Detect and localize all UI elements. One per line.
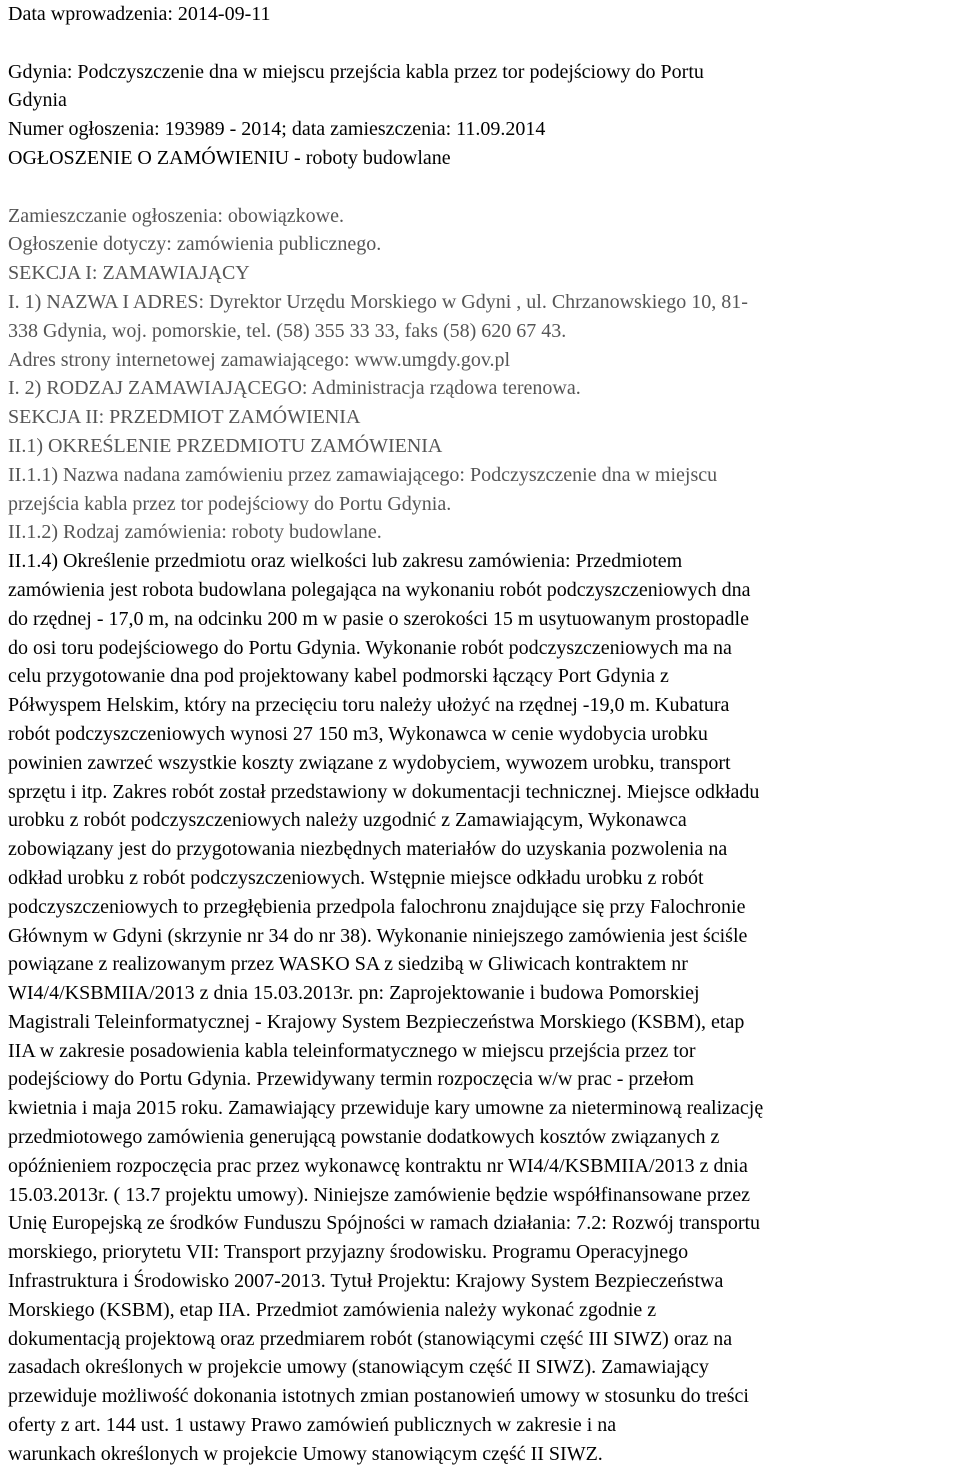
ii14-line: zamówienia jest robota budowlana polegająca na wykonaniu robót podczyszczeniowych dna [8, 578, 751, 601]
definition-title: II.1) OKREŚLENIE PRZEDMIOTU ZAMÓWIENIA [8, 434, 443, 457]
ii12-info: II.1.2) Rodzaj zamówienia: roboty budowlane. [8, 521, 382, 544]
ii14-line: Półwyspem Helskim, który na przecięciu toru należy ułożyć na rzędnej -19,0 m. Kubatura [8, 694, 730, 717]
ii14-line: Głównym w Gdyni (skrzynie nr 34 do nr 38). Wykonanie niniejszego zamówienia jest ściśle [8, 924, 748, 947]
name-address-line-1: I. 1) NAZWA I ADRES: Dyrektor Urzędu Morskiego w Gdyni , ul. Chrzanowskiego 10, 81- [8, 290, 748, 313]
ii14-line: urobku z robót podczyszczeniowych należy uzgodnić z Zamawiającym, Wykonawca [8, 809, 687, 832]
ii14-line: zasadach określonych w projekcie umowy (stanowiącym część II SIWZ). Zamawiający [8, 1356, 709, 1379]
concerns-info: Ogłoszenie dotyczy: zamówienia publicznego. [8, 233, 382, 256]
ii14-line: Magistrali Teleinformatycznej - Krajowy System Bezpieczeństwa Morskiego (KSBM), etap [8, 1010, 745, 1033]
name-address-line-2: 338 Gdynia, woj. pomorskie, tel. (58) 355 33 33, faks (58) 620 67 43. [8, 319, 567, 342]
ii14-line: warunkach określonych w projekcie Umowy stanowiącym część II SIWZ. [8, 1442, 603, 1465]
ii14-line: podczyszczeniowych to przegłębienia przedpola falochronu znajdujące się przy Falochronie [8, 895, 746, 918]
ii14-line: do osi toru podejściowego do Portu Gdynia. Wykonanie robót podczyszczeniowych ma na [8, 636, 732, 659]
notice-type: OGŁOSZENIE O ZAMÓWIENIU - roboty budowlane [8, 146, 451, 169]
section-2-title: SEKCJA II: PRZEDMIOT ZAMÓWIENIA [8, 406, 361, 429]
ii14-line: sprzętu i itp. Zakres robót został przedstawiony w dokumentacji technicznej. Miejsce odkładu [8, 780, 760, 803]
buyer-type: I. 2) RODZAJ ZAMAWIAJĄCEGO: Administracja rządowa terenowa. [8, 377, 581, 400]
ii14-line: powiązane z realizowanym przez WASKO SA z siedzibą w Gliwicach kontraktem nr [8, 953, 688, 976]
website-info: Adres strony internetowej zamawiającego: www.umgdy.gov.pl [8, 348, 511, 371]
ii14-line: IIA w zakresie posadowienia kabla teleinformatycznego w miejscu przejścia przez tor [8, 1039, 696, 1062]
ii14-line: 15.03.2013r. ( 13.7 projektu umowy). Niniejsze zamówienie będzie współfinansowane przez [8, 1183, 751, 1206]
ii14-line: zobowiązany jest do przygotowania niezbędnych materiałów do uzyskania pozwolenia na [8, 838, 728, 861]
ii14-line: odkład urobku z robót podczyszczeniowych. Wstępnie miejsce odkładu urobku z robót [8, 866, 704, 889]
ii14-line: Morskiego (KSBM), etap IIA. Przedmiot zamówienia należy wykonać zgodnie z [8, 1298, 657, 1321]
title-line-1: Gdynia: Podczyszczenie dna w miejscu przejścia kabla przez tor podejściowy do Portu [8, 60, 704, 83]
title-line-2: Gdynia [8, 89, 67, 112]
ii14-line: przedmiotowego zamówienia generującą powstanie dodatkowych kosztów związanych z [8, 1126, 720, 1149]
ii14-line: do rzędnej - 17,0 m, na odcinku 200 m w pasie o szerokości 15 m usytuowanym prostopadle [8, 607, 749, 630]
ii14-line: dokumentacją projektową oraz przedmiarem robót (stanowiącymi część III SIWZ) oraz na [8, 1327, 733, 1350]
ii11-line-2: przejścia kabla przez tor podejściowy do Portu Gdynia. [8, 492, 452, 515]
ii14-line: celu przygotowanie dna pod projektowany kabel podmorski łączący Port Gdynia z [8, 665, 669, 688]
ii14-line: oferty z art. 144 ust. 1 ustawy Prawo zamówień publicznych w zakresie i na [8, 1414, 617, 1437]
ii14-line: przewiduje możliwość dokonania istotnych zmian postanowień umowy w stosunku do treści [8, 1385, 749, 1408]
ii14-line: robót podczyszczeniowych wynosi 27 150 m3, Wykonawca w cenie wydobycia urobku [8, 722, 708, 745]
section-1-title: SEKCJA I: ZAMAWIAJĄCY [8, 262, 250, 285]
ii14-line: opóźnieniem rozpoczęcia prac przez wykonawcę kontraktu nr WI4/4/KSBMIIA/2013 z dnia [8, 1154, 748, 1177]
spacer [8, 173, 952, 202]
ii14-line: WI4/4/KSBMIIA/2013 z dnia 15.03.2013r. pn: Zaprojektowanie i budowa Pomorskiej [8, 982, 700, 1005]
ii14-line: podejściowy do Portu Gdynia. Przewidywany termin rozpoczęcia w/w prac - przełom [8, 1068, 694, 1091]
intro-date: Data wprowadzenia: 2014-09-11 [8, 3, 271, 25]
ii14-line: Unię Europejską ze środków Funduszu Spójności w ramach działania: 7.2: Rozwój transportu [8, 1212, 761, 1235]
notice-number: Numer ogłoszenia: 193989 - 2014; data zamieszczenia: 11.09.2014 [8, 118, 546, 141]
ii14-line: powinien zawrzeć wszystkie koszty związane z wydobyciem, wywozem urobku, transport [8, 751, 731, 774]
spacer [8, 29, 952, 58]
ii14-line: kwietnia i maja 2015 roku. Zamawiający przewiduje kary umowne za nieterminową realizację [8, 1097, 764, 1120]
placement-info: Zamieszczanie ogłoszenia: obowiązkowe. [8, 204, 344, 227]
ii14-line: Infrastruktura i Środowisko 2007-2013. Tytuł Projektu: Krajowy System Bezpieczeństwa [8, 1270, 724, 1293]
ii14-line: morskiego, priorytetu VII: Transport przyjazny środowisku. Programu Operacyjnego [8, 1241, 689, 1264]
ii14-description [8, 547, 952, 1469]
ii14-line: II.1.4) Określenie przedmiotu oraz wielkości lub zakresu zamówienia: Przedmiotem [8, 550, 683, 573]
ii11-line-1: II.1.1) Nazwa nadana zamówieniu przez zamawiającego: Podczyszczenie dna w miejscu [8, 463, 718, 486]
